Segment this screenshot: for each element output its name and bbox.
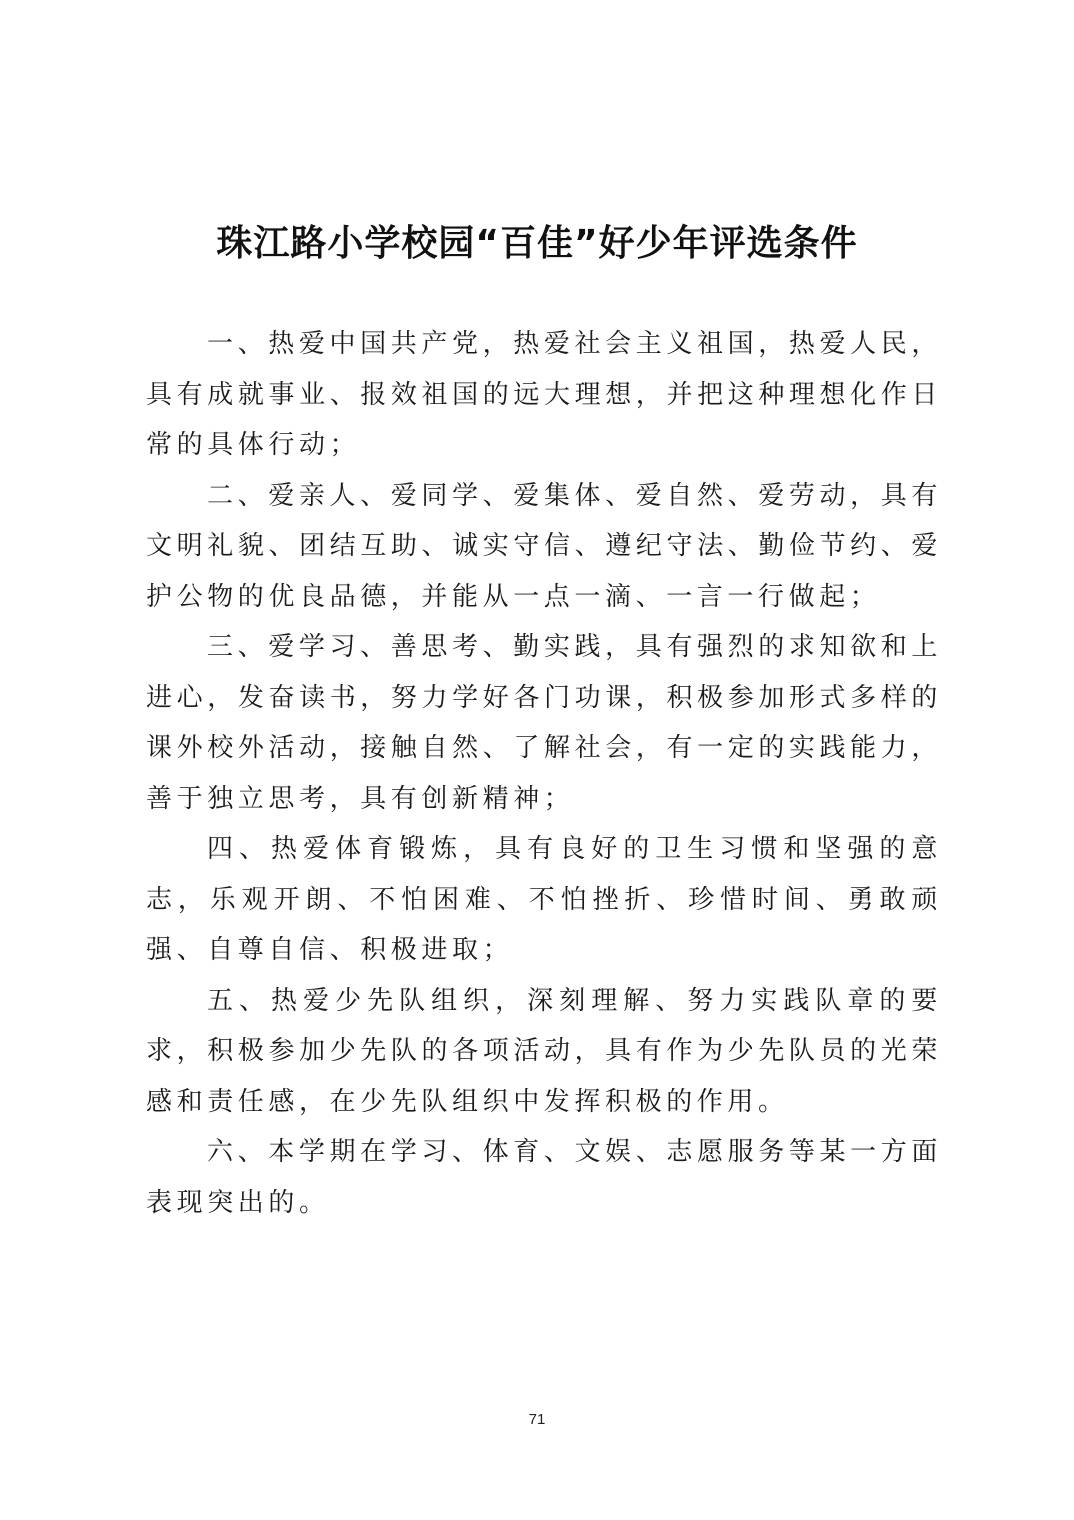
criterion-paragraph-6: 六、本学期在学习、体育、文娱、志愿服务等某一方面表现突出的。 [146, 1137, 942, 1218]
criterion-paragraph-1: 一、热爱中国共产党，热爱社会主义祖国，热爱人民，具有成就事业、报效祖国的远大理想，并把这种理想化作日常的具体行动； [146, 329, 942, 460]
criterion-paragraph-4: 四、热爱体育锻炼，具有良好的卫生习惯和坚强的意志，乐观开朗、不怕困难、不怕挫折、珍惜时间、勇敢顽强、自尊自信、积极进取； [146, 834, 942, 965]
criterion-paragraph-3: 三、爱学习、善思考、勤实践，具有强烈的求知欲和上进心，发奋读书，努力学好各门功课，积极参加形式多样的课外校外活动，接触自然、了解社会，有一定的实践能力，善于独立思考，具有创新精神； [146, 632, 942, 814]
criterion-paragraph-2: 二、爱亲人、爱同学、爱集体、爱自然、爱劳动，具有文明礼貌、团结互助、诚实守信、遵纪守法、勤俭节约、爱护公物的优良品德，并能从一点一滴、一言一行做起； [146, 480, 942, 612]
criterion-paragraph-5: 五、热爱少先队组织，深刻理解、努力实践队章的要求，积极参加少先队的各项活动，具有作为少先队员的光荣感和责任感，在少先队组织中发挥积极的作用。 [146, 985, 942, 1117]
page-number: 71 [528, 1411, 546, 1428]
document-title: 珠江路小学校园“百佳”好少年评选条件 [216, 223, 858, 264]
document-body [146, 319, 942, 1228]
